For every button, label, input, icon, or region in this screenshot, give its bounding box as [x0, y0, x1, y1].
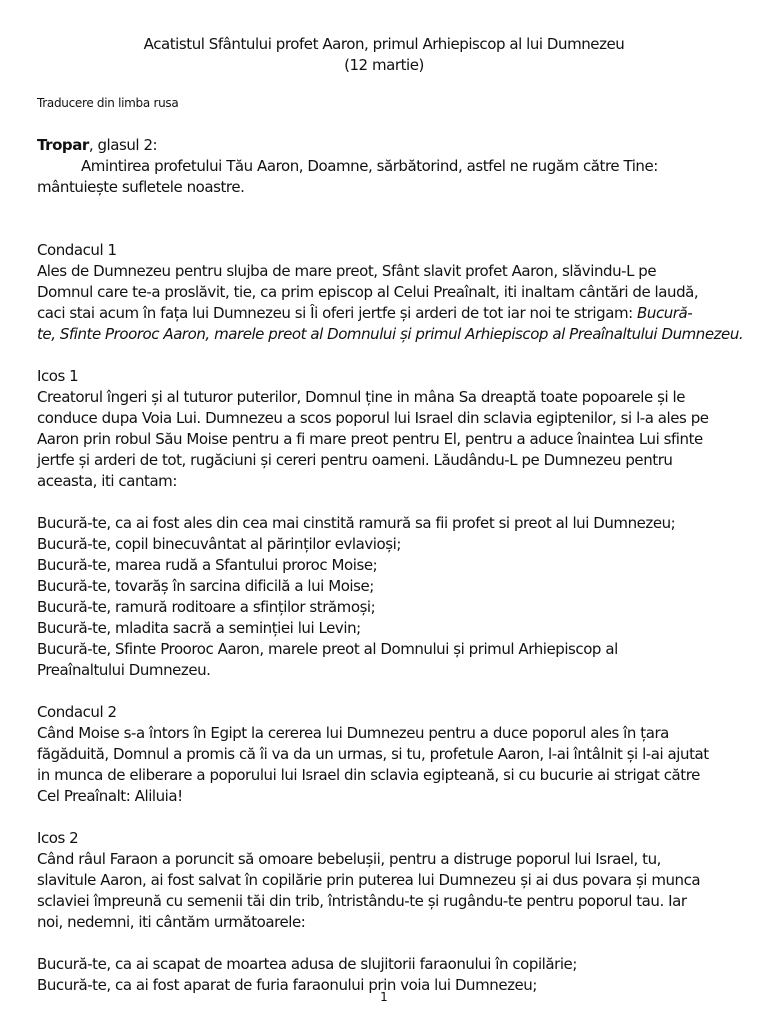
tropar-line: Amintirea profetului Tău Aaron, Doamne, sărbătorind, astfel ne rugăm către Tine: — [81, 157, 658, 175]
condac2-heading: Condacul 2 — [37, 703, 117, 721]
icos1-line: Creatorul îngeri și al tuturor puterilor, Domnul ține in mâna Sa dreaptă toate popoarele și le — [37, 388, 686, 406]
bucura-line: Bucură-te, tovarăș în sarcina dificilă a lui Moise; — [37, 577, 374, 595]
icos2-line: noi, nedemni, iti cântăm următoarele: — [37, 913, 306, 931]
bucura-line: Bucură-te, ca ai fost ales din cea mai cinstită ramură sa fii profet si preot al lui Dumnezeu; — [37, 514, 676, 532]
icos2-line: sclaviei împreună cu semenii tăi din trib, întristându-te și rugându-te pentru poporul tau. Iar — [37, 892, 687, 910]
tropar-heading — [37, 135, 737, 156]
bucura-line: Bucură-te, Sfinte Prooroc Aaron, marele preot al Domnului și primul Arhiepiscop al — [37, 640, 618, 658]
condac2-line: Cel Preaînalt: Aliluia! — [37, 787, 183, 805]
icos2-line: slavitule Aaron, ai fost salvat în copilărie prin puterea lui Dumnezeu și ai dus povara și munca — [37, 871, 701, 889]
condac1-line — [37, 303, 737, 324]
tropar-label: Tropar — [37, 136, 89, 154]
icos2-line: Când râul Faraon a poruncit să omoare bebelușii, pentru a distruge poporul lui Israel, tu, — [37, 850, 661, 868]
condac1-line3-text: caci stai acum în fața lui Dumnezeu si Îi oferi jertfe și arderi de tot iar noi te strigam: — [37, 304, 638, 322]
icos1-heading: Icos 1 — [37, 367, 79, 385]
condac1-heading: Condacul 1 — [37, 241, 117, 259]
bucura-line: Bucură-te, ca ai scapat de moartea adusa de slujitorii faraonului în copilărie; — [37, 955, 577, 973]
translation-note: Traducere din limba rusa — [37, 96, 179, 110]
icos2-heading: Icos 2 — [37, 829, 79, 847]
bucura-line: Bucură-te, mladita sacră a seminției lui Levin; — [37, 619, 361, 637]
title-line-2: (12 martie) — [344, 56, 424, 74]
bucura-line: Preaînaltului Dumnezeu. — [37, 661, 211, 679]
condac2-line: in munca de eliberare a poporului lui Israel din sclavia egipteană, si cu bucurie ai strigat către — [37, 766, 700, 784]
tropar-line: mântuiește sufletele noastre. — [37, 178, 245, 196]
condac2-line: făgăduită, Domnul a promis că îi va da un urmas, si tu, profetule Aaron, l-ai întâlnit și l-ai ajutat — [37, 745, 709, 763]
condac1-line3-italic: Bucură- — [637, 304, 693, 322]
icos1-line: aceasta, iti cantam: — [37, 472, 177, 490]
bucura-line: Bucură-te, marea rudă a Sfantului proroc Moise; — [37, 556, 378, 574]
document-body — [37, 135, 744, 996]
condac1-line: Ales de Dumnezeu pentru slujba de mare preot, Sfânt slavit profet Aaron, slăvindu-L pe — [37, 262, 657, 280]
condac1-line: Domnul care te-a proslăvit, tie, ca prim episcop al Celui Preaînalt, iti inaltam cântări de laudă, — [37, 283, 699, 301]
tropar-voice: , glasul 2: — [88, 136, 158, 154]
bucura-line: Bucură-te, copil binecuvântat al părinților evlavioși; — [37, 535, 401, 553]
condac1-line: te, Sfinte Prooroc Aaron, marele preot al Domnului și primul Arhiepiscop al Preaînaltului Dumnezeu. — [37, 325, 744, 343]
condac2-line: Când Moise s-a întors în Egipt la cererea lui Dumnezeu pentru a duce poporul ales în țara — [37, 724, 669, 742]
page-number: 1 — [380, 990, 388, 1004]
icos1-line: jertfe și arderi de tot, rugăciuni și cereri pentru oameni. Lăudându-L pe Dumnezeu pentru — [37, 451, 673, 469]
icos1-line: Aaron prin robul Său Moise pentru a fi mare preot pentru El, pentru a aduce înaintea Lui sfinte — [37, 430, 703, 448]
bucura-line: Bucură-te, ramură roditoare a sfinților strămoși; — [37, 598, 376, 616]
title-line-1: Acatistul Sfântului profet Aaron, primul Arhiepiscop al lui Dumnezeu — [143, 35, 625, 53]
icos1-line: conduce dupa Voia Lui. Dumnezeu a scos poporul lui Israel din sclavia egiptenilor, si l-a ales pe — [37, 409, 709, 427]
document-title — [0, 34, 768, 76]
bucura-line: Bucură-te, ca ai fost aparat de furia faraonului prin voia lui Dumnezeu; — [37, 976, 537, 994]
